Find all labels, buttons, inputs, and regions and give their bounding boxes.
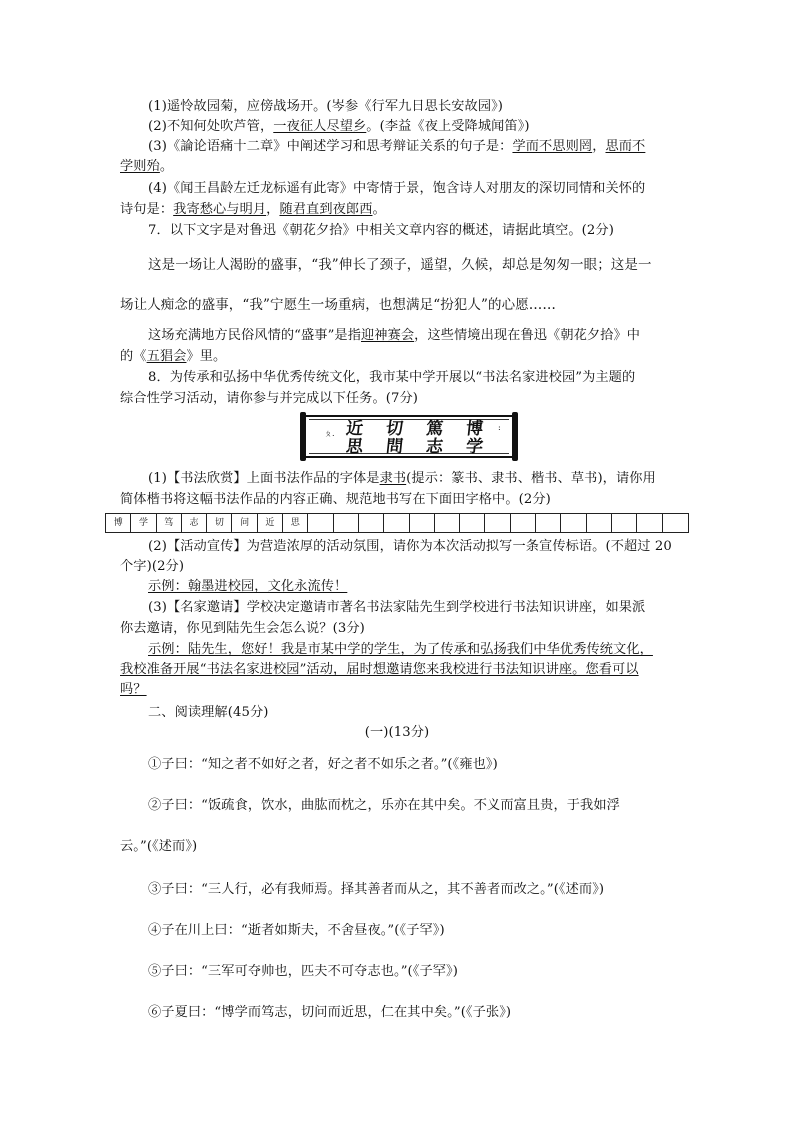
writing-grid: [105, 513, 689, 533]
fill-line-2-suffix: 》里。: [186, 349, 227, 364]
fill-line-2: [120, 348, 226, 366]
calligraphy-char: 切: [385, 419, 405, 439]
grid-cell: [485, 514, 510, 532]
sub-task-3: (3)【名家邀请】学校决定邀请市著名书法家陆先生到学校进行书法知识讲座，如果派: [148, 600, 646, 615]
answer-3-fill-b: 思而不: [605, 139, 646, 154]
answer-3-fill-b-cont: 学则殆: [120, 159, 160, 174]
calligraphy-char: 近: [345, 419, 365, 439]
period: 。: [159, 159, 174, 174]
grid-cell: [637, 514, 662, 532]
answer-3: [148, 138, 645, 156]
question-8-cont: 综合性学习活动，请你参与并完成以下任务。(7分): [120, 391, 419, 406]
calligraphy-char: 問: [385, 437, 405, 457]
grid-cell: 问: [232, 514, 257, 532]
grid-cell: [410, 514, 435, 532]
grid-cell: 博: [106, 514, 131, 532]
grid-cell: 志: [182, 514, 207, 532]
grid-cell: 切: [207, 514, 232, 532]
calligraphy-char: 博: [465, 419, 485, 439]
invite-example-text: 吗？: [120, 682, 147, 697]
fill-line-1-suffix: ，这些情境出现在鲁迅《朝花夕拾》中: [414, 328, 641, 343]
reading-1: ①子曰：“知之者不如好之者，好之者不如乐之者。”(《雍也》): [148, 757, 498, 772]
period: 。: [372, 202, 386, 217]
answer-4-fill-a: 我寄愁心与明月: [173, 202, 267, 217]
answer-4-prefix: 诗句是：: [120, 202, 174, 217]
reading-3: ③子曰：“三人行，必有我师焉。择其善者而从之，其不善者而改之。”(《述而》): [148, 882, 605, 897]
answer-2: [148, 118, 530, 136]
grid-cell: [460, 514, 485, 532]
answer-1: (1)遥怜故园菊，应傍战场开。(岑参《行军九日思长安故园》): [148, 99, 504, 114]
grid-cell: 思: [283, 514, 308, 532]
answer-2-source: 。(李益《夜上受降城闻笛》): [366, 119, 530, 134]
seal-left: ㄆ.: [324, 429, 335, 438]
comma: ，: [266, 202, 280, 217]
invite-example-2: [120, 661, 639, 679]
calligraphy-char: 思: [345, 437, 365, 457]
reading-6: ⑥子夏曰：“博学而笃志，切问而近思，仁在其中矣。”(《子张》): [148, 1005, 512, 1020]
section-2-heading: 二、阅读理解(45分): [148, 705, 269, 720]
fill-answer-title: 五猖会: [146, 349, 187, 364]
reading-2-cont: 云。”(《述而》): [120, 839, 198, 854]
fill-line-1: [148, 327, 640, 345]
grid-cell: [435, 514, 460, 532]
comma: ，: [592, 139, 606, 154]
script-type-answer: 隶书: [379, 471, 407, 486]
answer-4: (4)《闻王昌龄左迁龙标遥有此寄》中寄情于景，饱含诗人对朋友的深切同情和关怀的: [148, 181, 646, 196]
grid-cell: 近: [258, 514, 283, 532]
answer-3-fill-a: 学而不思则罔: [512, 139, 593, 154]
sub-task-2: (2)【活动宣传】为营造浓厚的活动氛围，请你为本次活动拟写一条宣传标语。(不超过 20: [148, 539, 672, 554]
reading-2: ②子曰：“饭疏食，饮水，曲肱而枕之，乐亦在其中矣。不义而富且贵，于我如浮: [148, 798, 620, 813]
answer-2-fill: 一夜征人尽望乡: [273, 119, 367, 134]
fill-line-2-prefix: 的《: [120, 349, 147, 364]
seal-right: :: [498, 423, 501, 432]
reading-4: ④子在川上曰：“逝者如斯夫，不舍昼夜。”(《子罕》): [148, 923, 445, 938]
reading-5: ⑤子曰：“三军可夺帅也，匹夫不可夺志也。”(《子罕》): [148, 964, 458, 979]
sub-task-3-cont: 你去邀请，你见到陆先生会怎么说？(3分): [120, 621, 365, 636]
grid-cell: 学: [131, 514, 156, 532]
slogan-example-text: 示例：翰墨进校园，文化永流传！: [148, 579, 348, 594]
subsection-heading: (一)(13分): [364, 725, 430, 740]
calligraphy-scroll: [300, 412, 518, 461]
grid-cell: [511, 514, 536, 532]
fill-answer-event: 迎神赛会: [361, 328, 415, 343]
passage-line-1: 这是一场让人渴盼的盛事，“我”伸长了颈子，遥望，久候，却总是匆匆一眼；这是一: [148, 257, 652, 273]
invite-example-text: 示例：陆先生，您好！我是市某中学的学生，为了传承和弘扬我们中华优秀传统文化，: [148, 642, 653, 657]
grid-cell: 笃: [157, 514, 182, 532]
sub-task-1: [148, 470, 656, 488]
grid-cell: [612, 514, 637, 532]
grid-cell: [536, 514, 561, 532]
scroll-rod-right: [512, 412, 518, 461]
answer-4-cont: [120, 201, 386, 219]
fill-line-1-prefix: 这场充满地方民俗风情的“盛事”是指: [148, 328, 361, 343]
question-7: 7．以下文字是对鲁迅《朝花夕拾》中相关文章内容的概述，请据此填空。(2分): [148, 223, 614, 238]
answer-3-prefix: (3)《論论语痛十二章》中阐述学习和思考辩证关系的句子是：: [148, 139, 513, 154]
passage-line-2: 场让人痴念的盛事，“我”宁愿生一场重病，也想满足“扮犯人”的心愿……: [120, 297, 557, 313]
slogan-example: [148, 578, 347, 596]
invite-example-text: 我校准备开展“书法名家进校园”活动，届时想邀请您来我校进行书法知识讲座。您看可以: [120, 662, 639, 677]
calligraphy-char: 学: [465, 437, 485, 457]
scroll-paper: [306, 415, 512, 458]
calligraphy-char: 篤: [425, 419, 445, 439]
invite-example-1: [148, 641, 653, 659]
answer-3-cont: [120, 158, 173, 176]
sub-task-1-hint: (提示：篆书、隶书、楷书、草书)，请你用: [406, 471, 656, 486]
answer-2-prefix: (2)不知何处吹芦管，: [148, 119, 274, 134]
grid-cell: [663, 514, 688, 532]
grid-cell: [308, 514, 333, 532]
sub-task-1-prefix: (1)【书法欣赏】上面书法作品的字体是: [148, 471, 380, 486]
grid-cell: [334, 514, 359, 532]
grid-cell: [587, 514, 612, 532]
grid-cell: [384, 514, 409, 532]
sub-task-2-cont: 个字)(2分): [120, 559, 185, 574]
grid-cell: [561, 514, 586, 532]
calligraphy-char: 志: [425, 437, 445, 457]
question-8: 8．为传承和弘扬中华优秀传统文化，我市某中学开展以“书法名家进校园”为主题的: [148, 370, 636, 385]
sub-task-1-cont: 简体楷书将这幅书法作品的内容正确、规范地书写在下面田字格中。(2分): [120, 492, 551, 507]
invite-example-3: [120, 681, 147, 699]
grid-cell: [359, 514, 384, 532]
answer-4-fill-b: 随君直到夜郎西: [279, 202, 373, 217]
